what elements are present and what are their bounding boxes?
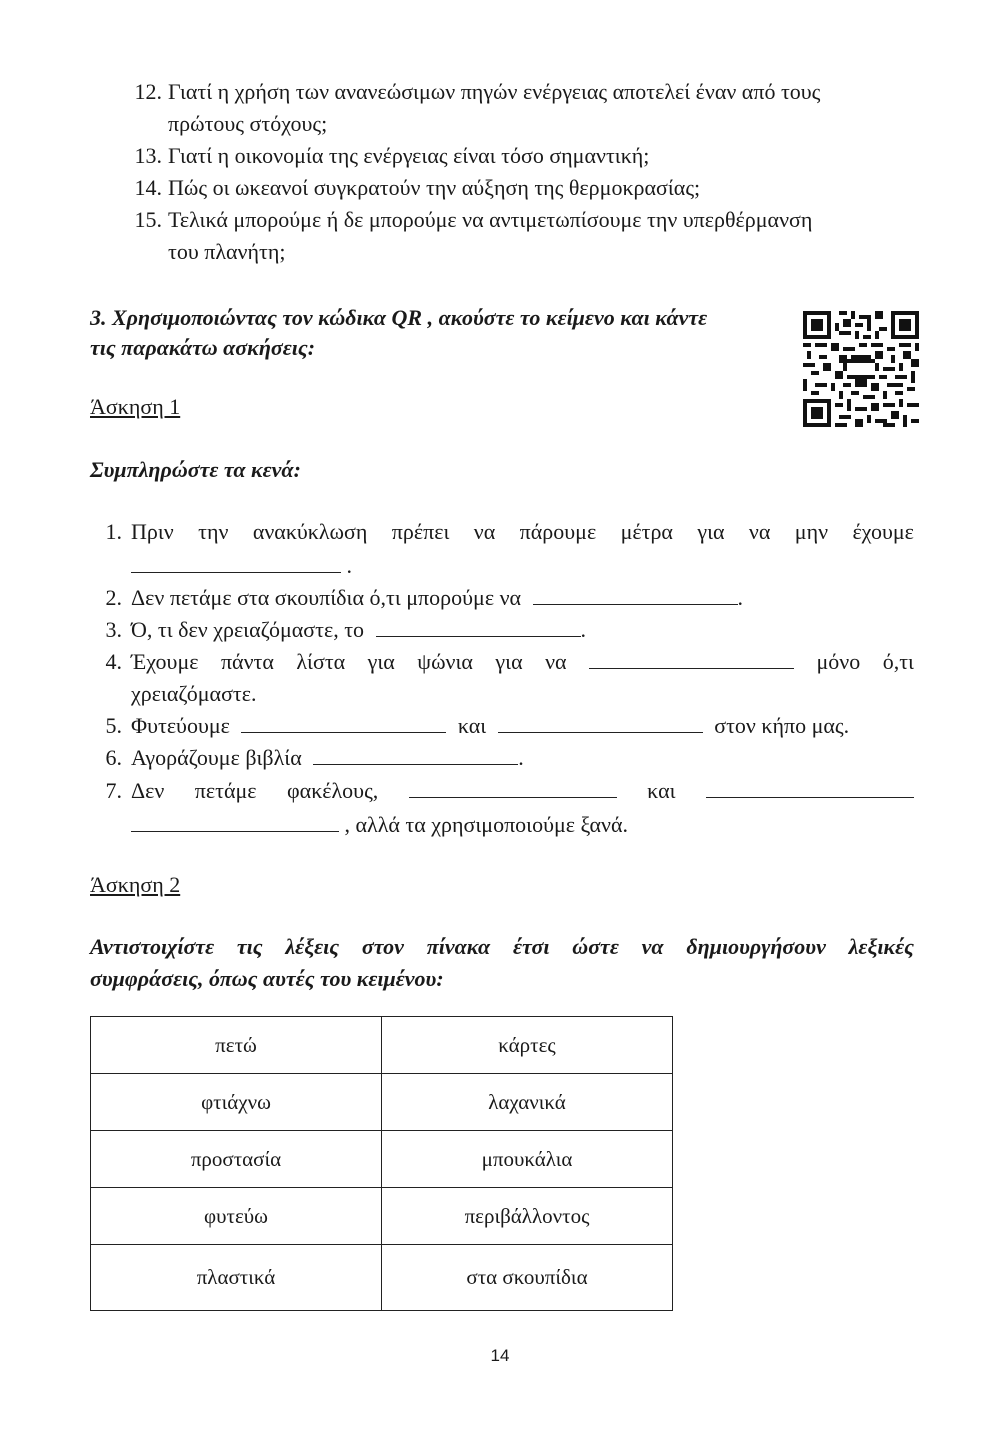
blank-field[interactable] [498, 710, 703, 733]
fill-item-4-cont: χρειαζόμαστε. [131, 681, 257, 706]
blank-field[interactable] [589, 646, 794, 669]
qr-code-icon[interactable] [803, 311, 919, 427]
table-row [91, 1245, 673, 1311]
table-row [91, 1131, 673, 1188]
word: Πριν [131, 519, 174, 544]
item-number: 1. [105, 519, 122, 544]
section-heading-line: τις παρακάτω ασκήσεις: [90, 335, 316, 360]
item-text [131, 646, 914, 678]
word: πάντα [220, 649, 274, 674]
word: ανακύκλωση [252, 519, 368, 544]
table-row [91, 1017, 673, 1074]
table-cell-right[interactable]: λαχανικά [382, 1074, 673, 1131]
word: και [457, 713, 487, 738]
punctuation: . [346, 553, 352, 578]
item-number: 7. [105, 778, 122, 803]
word: μην [794, 519, 829, 544]
table-cell-right[interactable]: περιβάλλοντος [382, 1188, 673, 1245]
exercise-2-title: Άσκηση 2 [90, 872, 181, 897]
table-cell-right[interactable]: στα σκουπίδια [382, 1245, 673, 1311]
question-15-cont [0, 236, 1000, 268]
section-heading-line: 3. Χρησιμοποιώντας τον κώδικα QR , ακούστε το κείμενο και κάντε [90, 305, 708, 330]
word: για [697, 519, 725, 544]
item-text [131, 775, 914, 807]
word: έτσι [513, 934, 550, 959]
word: ό,τι [882, 649, 914, 674]
blank-field[interactable] [533, 582, 738, 605]
table-cell-right[interactable]: μπουκάλια [382, 1131, 673, 1188]
item-number: 2. [105, 585, 122, 610]
question-15 [0, 204, 1000, 236]
word: για [495, 649, 523, 674]
matching-table [90, 1016, 673, 1311]
blank-field[interactable] [409, 775, 617, 798]
question-13 [0, 140, 1000, 172]
word: να [545, 649, 567, 674]
item-text [131, 742, 524, 774]
question-text-line: του πλανήτη; [168, 239, 286, 264]
blank-field[interactable] [706, 775, 914, 798]
blank-field[interactable] [241, 710, 446, 733]
exercise-1-title: Άσκηση 1 [90, 394, 181, 419]
item-text-part: Δεν πετάμε στα σκουπίδια ό,τι μπορούμε να [131, 585, 522, 610]
item-number: 3. [105, 617, 122, 642]
table-cell-left[interactable]: φτιάχνω [91, 1074, 382, 1131]
fill-item-2 [0, 582, 1000, 614]
item-text-part: , αλλά τα χρησιμοποιούμε ξανά. [344, 812, 629, 837]
word: πρέπει [391, 519, 450, 544]
exercise-1-instruction: Συμπληρώστε τα κενά: [90, 457, 301, 482]
table-cell-left[interactable]: πετώ [91, 1017, 382, 1074]
word: μέτρα [620, 519, 673, 544]
word: Αντιστοιχίστε [90, 934, 215, 959]
question-line [168, 76, 914, 108]
punctuation: . [580, 617, 587, 642]
word: Αγοράζουμε βιβλία [131, 745, 302, 770]
word: πετάμε [194, 778, 257, 803]
word: πάρουμε [519, 519, 597, 544]
word: δημιουργήσουν [686, 934, 826, 959]
blank-field[interactable] [131, 809, 339, 832]
question-text-line: Γιατί η οικονομία της ενέργειας είναι τόσο σημαντική; [168, 143, 650, 168]
question-text [168, 76, 914, 108]
word: έχουμε [852, 519, 914, 544]
table-cell-left[interactable]: πλαστικά [91, 1245, 382, 1311]
question-number: 13. [134, 143, 162, 168]
question-number: 14. [134, 175, 162, 200]
item-number: 4. [105, 649, 122, 674]
question-14 [0, 172, 1000, 204]
word: ψώνια [417, 649, 473, 674]
item-number: 6. [105, 745, 122, 770]
fill-item-3 [0, 614, 1000, 646]
word: ώστε [572, 934, 619, 959]
word: Φυτεύουμε [131, 713, 230, 738]
word: Έχουμε [131, 649, 199, 674]
table-row [91, 1074, 673, 1131]
item-text [131, 614, 586, 646]
word: για [367, 649, 395, 674]
item-text [131, 582, 743, 614]
question-number: 15. [134, 207, 162, 232]
word: να [748, 519, 771, 544]
fill-item-4 [0, 646, 1000, 678]
fill-item-6 [0, 742, 1000, 774]
punctuation: . [518, 745, 524, 770]
fill-item-1-cont [131, 550, 352, 582]
word: λεξικές [848, 934, 914, 959]
table-cell-left[interactable]: φυτεύω [91, 1188, 382, 1245]
word: να [641, 934, 664, 959]
blank-field[interactable] [131, 550, 341, 573]
question-text-line: πρώτους στόχους; [168, 111, 328, 136]
word: στον [361, 934, 404, 959]
item-text [131, 516, 914, 548]
instruction-line: συμφράσεις, όπως αυτές του κειμένου: [90, 966, 444, 991]
table-cell-right[interactable]: κάρτες [382, 1017, 673, 1074]
word: και [647, 778, 676, 803]
word: λίστα [296, 649, 346, 674]
table-cell-left[interactable]: προστασία [91, 1131, 382, 1188]
question-12 [0, 76, 1000, 108]
page-number: 14 [490, 1346, 510, 1365]
question-text-line: Τελικά μπορούμε ή δε μπορούμε να αντιμετωπίσουμε την υπερθέρμανση [168, 207, 813, 232]
section-3-heading [90, 303, 707, 363]
word: να [473, 519, 496, 544]
fill-item-7 [0, 775, 1000, 807]
word: στον κήπο μας. [714, 713, 850, 738]
question-12-cont [0, 108, 1000, 140]
word: μόνο [816, 649, 861, 674]
word: την [198, 519, 229, 544]
question-text-line: Γιατί η χρήση των ανανεώσιμων πηγών ενέργειας αποτελεί έναν από τους [168, 79, 821, 104]
question-text-line: Πώς οι ωκεανοί συγκρατούν την αύξηση της θερμοκρασίας; [168, 175, 701, 200]
item-number: 5. [105, 713, 122, 738]
instruction-line [90, 931, 914, 963]
word: φακέλους, [286, 778, 379, 803]
item-text-part: Ό, τι δεν χρειαζόμαστε, το [131, 617, 365, 642]
word: Δεν [131, 778, 165, 803]
exercise-2-instruction [90, 931, 914, 995]
blank-field[interactable] [376, 614, 581, 637]
fill-item-1 [0, 516, 1000, 548]
word: λέξεις [285, 934, 340, 959]
fill-item-7-cont [131, 809, 628, 841]
word: τις [236, 934, 263, 959]
item-text [131, 710, 849, 742]
question-number: 12. [134, 79, 162, 104]
fill-item-5 [0, 710, 1000, 742]
table-row [91, 1188, 673, 1245]
word: πίνακα [426, 934, 491, 959]
punctuation: . [737, 585, 744, 610]
blank-field[interactable] [313, 742, 518, 765]
